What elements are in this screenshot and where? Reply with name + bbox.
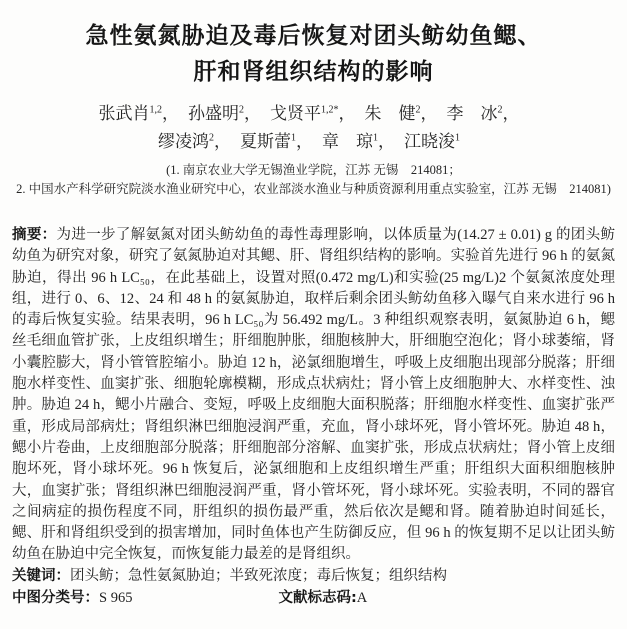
author-separator: ， [214,132,231,151]
author-affiliation-superscript: 1 [455,132,460,144]
author-line-2 [12,128,615,156]
document-code [278,588,367,610]
author-affiliation-superscript: 2 [209,132,214,144]
author-affiliation-superscript: 2 [415,104,421,116]
abstract-label: 摘要： [12,227,57,243]
clc-label: 中图分类号： [12,590,99,607]
author-affiliation-superscript: 1 [373,132,378,144]
author-separator [460,132,469,151]
author: 缪凌鸿$^2$， [158,132,240,151]
author-affiliation-superscript: 2 [239,104,244,116]
author-separator: ， [502,104,520,123]
document-code-label: 文献标志码: [278,590,357,607]
author-list [12,100,615,156]
author: 江晓浚$^1$ [404,132,469,151]
author-affiliation-superscript: 1,2 [149,104,162,116]
author: 张武肖$^{1,2}$， [99,104,189,123]
author-separator: ， [244,104,261,123]
classification-line [12,588,615,610]
paper-title [18,18,609,90]
author: 夏斯蕾$^1$， [240,132,322,151]
author-separator: ， [378,132,395,151]
author-affiliation-superscript: 1,2* [321,104,339,116]
affiliation-list [12,161,615,199]
abstract-text: 为进一步了解氨氮对团头鲂幼鱼的毒性毒理影响，以体质量为(14.27 ± 0.01) g 的团头鲂幼鱼为研究对象，研究了氨氮胁迫对其鳃、肝、肾组织结构的影响。实验首先进行 96 h 的氨氮胁迫，得出 96 h LC₅₀，在此基础上，设置对照(0.472 mg/L)和实验(25 mg/L)2 个氨氮浓度处理组，进行 0、6、12、24 和 48 h 的氨氮胁迫，取样后剩余团头鲂幼鱼移入曝气自来水进行 96 h 的毒后恢复实验。结果表明，96 h LC₅₀为 56.492 mg/L。3 种组织观察表明，氨氮胁迫 6 h，鳃丝毛细血管扩张，上皮组织增生；肝细胞肿胀，细胞核肿大，肝细胞空泡化；肾小球萎缩，肾小囊腔膨大，肾小管管腔缩小。胁迫 12 h，泌氯细胞增生，呼吸上皮细胞出现部分脱落；肝细胞水样变性、血窦扩张、细胞轮廓模糊，形成点状病灶；肾小管上皮细胞肿大、水样变性、浊肿。胁迫 24 h，鳃小片融合、变短，呼吸上皮细胞大面积脱落；肝细胞水样变性、血窦扩张严重，形成局部病灶；肾组织淋巴细胞浸润严重，充血，肾小球坏死，肾小管坏死。胁迫 48 h，鳃小片卷曲，上皮细胞部分脱落；肝细胞部分溶解、血窦扩张，形成点状病灶；肾小管上皮细胞坏死，肾小球坏死。96 h 恢复后，泌氯细胞和上皮组织增生严重；肝组织大面积细胞核肿大，血窦扩张；肾组织淋巴细胞浸润严重，肾小管坏死，肾小球坏死。实验表明，不同的器官之间病症的损伤程度不同，肝组织的损伤最严重，然后依次是鳃和肾。随着胁迫时间延长，鳃、肝和肾组织受到的损害增加，同时鱼体也产生防御反应，但 96 h 的恢复期不足以让团头鲂幼鱼在胁迫中完全恢复，而恢复能力最差的是肾组织。 [12,227,615,563]
author: 孙盛明$^2$， [188,104,270,123]
author-separator: ， [338,104,356,123]
author-separator: ， [296,132,313,151]
paper-title-line1: 急性氨氮胁迫及毒后恢复对团头鲂幼鱼鳃、 [85,23,542,49]
affiliation-line-2: 2. 中国水产科学研究院淡水渔业研究中心，农业部淡水渔业与种质资源利用重点实验室，江苏 无锡 214081) [16,182,611,196]
author-separator: ， [162,104,179,123]
document-code-value: A [356,590,368,607]
author: 戈贤平$^{1,2*}$， [270,104,365,123]
paper-title-line2: 肝和肾组织结构的影响 [193,59,434,85]
affiliation-line-1: (1. 南京农业大学无锡渔业学院，江苏 无锡 214081； [166,163,461,177]
author-affiliation-superscript: 2 [497,104,503,116]
author-separator: ， [420,104,438,123]
author: 朱 健$^2$， [365,104,447,123]
keywords-text: 团头鲂；急性氨氮胁迫；半致死浓度；毒后恢复；组织结构 [70,567,447,584]
keywords-label: 关键词： [12,567,70,584]
author-affiliation-superscript: 1 [291,132,296,144]
paper-abstract-page [0,18,627,610]
author: 李 冰$^2$， [447,104,529,123]
clc-number [12,588,132,610]
clc-value: S 965 [99,590,133,607]
abstract-paragraph [12,225,615,566]
keywords-line [12,566,615,588]
author: 章 琼$^1$， [322,132,404,151]
author-line-1 [12,100,615,128]
